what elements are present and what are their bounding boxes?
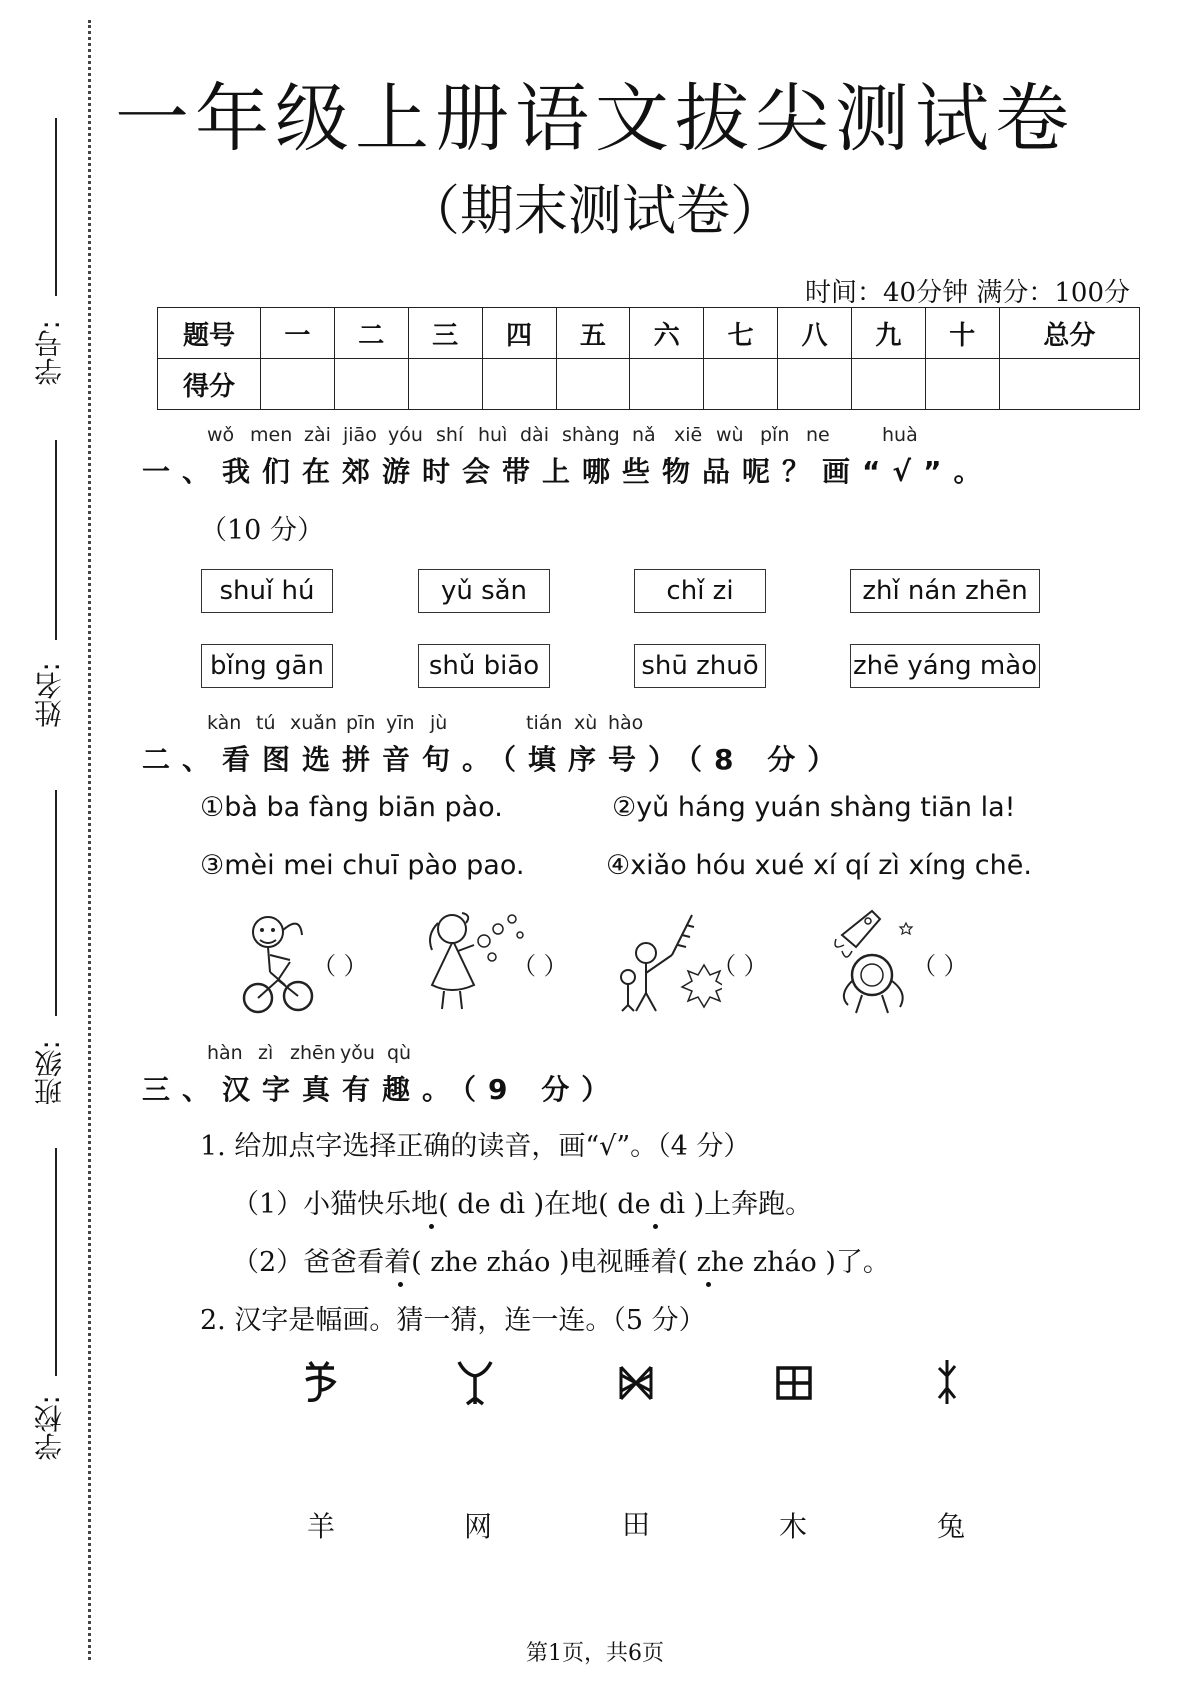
q1-pinyin-12: wù [716, 424, 744, 446]
score-col: 三 [408, 308, 482, 359]
char-3[interactable]: 田 [622, 1508, 651, 1541]
score-col: 八 [778, 308, 852, 359]
score-col: 七 [704, 308, 778, 359]
q1-pinyin-3: zài [304, 424, 331, 446]
emphasis-dot [706, 1282, 711, 1287]
score-cell[interactable] [925, 359, 999, 410]
q1-item-5[interactable]: bǐng gān [201, 644, 333, 688]
q2-option-4: ④xiǎo hóu xué xí qí zì xíng chē. [606, 850, 1032, 881]
score-cell[interactable] [704, 359, 778, 410]
char-2[interactable]: 网 [464, 1510, 493, 1543]
exam-meta: 时间：40分钟 满分：100分 [805, 278, 1130, 308]
q1-pinyin-11: xiē [674, 424, 703, 446]
score-cell[interactable] [408, 359, 482, 410]
q1-item-7[interactable]: shū zhuō [634, 644, 766, 688]
q3-pinyin-3: zhēn [290, 1042, 336, 1064]
score-col: 二 [334, 308, 408, 359]
score-cell[interactable] [630, 359, 704, 410]
q3-line1: （1）小猫快乐地( de dì )在地( de dì )上奔跑。 [232, 1189, 813, 1220]
score-cell[interactable] [778, 359, 852, 410]
q2-pinyin-3: xuǎn [290, 712, 337, 734]
emphasis-dot [429, 1224, 434, 1229]
student-no-label: 学号: [33, 320, 66, 386]
score-col: 总分 [999, 308, 1139, 359]
q1-score: （10 分） [200, 515, 324, 546]
char-5[interactable]: 兔 [937, 1510, 966, 1543]
q2-pinyin-1: kàn [207, 712, 242, 734]
page-footer: 第1页，共6页 [526, 1641, 664, 1666]
score-col: 六 [630, 308, 704, 359]
q1-pinyin-6: shí [436, 424, 464, 446]
char-4[interactable]: 木 [779, 1510, 808, 1543]
astronaut-picture [822, 905, 922, 1017]
score-cell[interactable] [334, 359, 408, 410]
q2-answer-blank-4[interactable]: （ ） [912, 952, 968, 980]
score-cell[interactable] [556, 359, 630, 410]
q1-pinyin-5: yóu [388, 424, 423, 446]
school-field[interactable] [55, 1148, 57, 1376]
page-title: 一年级上册语文拔尖测试卷 [115, 76, 1075, 162]
q1-title: 一、我们在郊游时会带上哪些物品呢？画“√”。 [142, 455, 994, 488]
q2-pinyin-4: pīn [346, 712, 376, 734]
q1-item-4[interactable]: zhǐ nán zhēn [850, 569, 1040, 613]
q2-pinyin-8: xù [574, 712, 598, 734]
binding-line [88, 20, 91, 1660]
q3-pinyin-2: zì [258, 1042, 274, 1064]
q2-title: 二、看图选拼音句。（填序号）（8 分） [142, 743, 848, 776]
q2-pinyin-5: yīn [386, 712, 415, 734]
score-col: 十 [925, 308, 999, 359]
q1-item-3[interactable]: chǐ zi [634, 569, 766, 613]
score-cell[interactable] [482, 359, 556, 410]
score-cell[interactable] [852, 359, 926, 410]
school-label: 学校: [33, 1395, 66, 1461]
score-cell[interactable] [261, 359, 335, 410]
score-col: 九 [852, 308, 926, 359]
score-value-row [158, 359, 1140, 410]
q1-item-2[interactable]: yǔ sǎn [418, 569, 550, 613]
q2-option-3: ③mèi mei chuī pào pao. [200, 850, 525, 881]
page-subtitle: （期末测试卷） [406, 179, 784, 242]
q1-pinyin-9: shàng [562, 424, 620, 446]
q2-answer-blank-3[interactable]: （ ） [712, 952, 768, 980]
score-cell[interactable] [999, 359, 1139, 410]
q2-option-2: ②yǔ háng yuán shàng tiān la! [612, 792, 1016, 823]
q2-pinyin-2: tú [256, 712, 276, 734]
q3-sub2: 2. 汉字是幅画。猜一猜，连一连。（5 分） [200, 1305, 706, 1336]
q1-pinyin-15: huà [882, 424, 918, 446]
score-value-label: 得分 [158, 359, 261, 410]
score-col: 四 [482, 308, 556, 359]
q1-pinyin-1: wǒ [207, 424, 235, 446]
score-header-label: 题号 [158, 308, 261, 359]
q1-item-6[interactable]: shǔ biāo [418, 644, 550, 688]
q3-sub1: 1. 给加点字选择正确的读音，画“√”。（4 分） [200, 1131, 751, 1162]
score-header-row [158, 308, 1140, 359]
q2-answer-blank-1[interactable]: （ ） [312, 952, 368, 980]
score-col: 一 [261, 308, 335, 359]
ancient-glyph-1 [300, 1360, 340, 1406]
q3-pinyin-4: yǒu [340, 1042, 375, 1064]
ancient-glyph-5 [935, 1358, 959, 1406]
q3-pinyin-1: hàn [207, 1042, 243, 1064]
q1-item-8[interactable]: zhē yáng mào [850, 644, 1040, 688]
ancient-glyph-4 [774, 1364, 814, 1402]
q2-option-1: ①bà ba fàng biān pào. [200, 792, 503, 823]
class-label: 班级: [33, 1040, 66, 1106]
q1-pinyin-10: nǎ [632, 424, 656, 446]
q1-pinyin-4: jiāo [343, 424, 377, 446]
name-label: 姓名: [33, 662, 66, 728]
q2-answer-blank-2[interactable]: （ ） [512, 952, 568, 980]
q1-pinyin-14: ne [806, 424, 830, 446]
char-1[interactable]: 羊 [307, 1510, 336, 1543]
ancient-glyph-3 [617, 1363, 655, 1403]
name-field[interactable] [55, 440, 57, 640]
q1-item-1[interactable]: shuǐ hú [201, 569, 333, 613]
q1-pinyin-13: pǐn [760, 424, 790, 446]
emphasis-dot [398, 1282, 403, 1287]
q3-title: 三、汉字真有趣。（9 分） [142, 1073, 622, 1106]
q3-pinyin-5: qù [387, 1042, 412, 1064]
q1-pinyin-2: men [250, 424, 293, 446]
q1-pinyin-8: dài [520, 424, 549, 446]
class-field[interactable] [55, 790, 57, 1016]
q2-pinyin-7: tián [526, 712, 563, 734]
score-col: 五 [556, 308, 630, 359]
firecracker-picture [612, 905, 722, 1015]
ancient-glyph-2 [455, 1358, 495, 1408]
q2-pinyin-6: jù [430, 712, 448, 734]
q2-pinyin-9: hào [608, 712, 644, 734]
score-table [157, 307, 1140, 410]
emphasis-dot [653, 1224, 658, 1229]
q1-pinyin-7: huì [478, 424, 508, 446]
monkey-bicycle-picture [240, 910, 320, 1015]
q3-line2: （2）爸爸看着( zhe zháo )电视睡着( zhe zháo )了。 [232, 1247, 890, 1278]
